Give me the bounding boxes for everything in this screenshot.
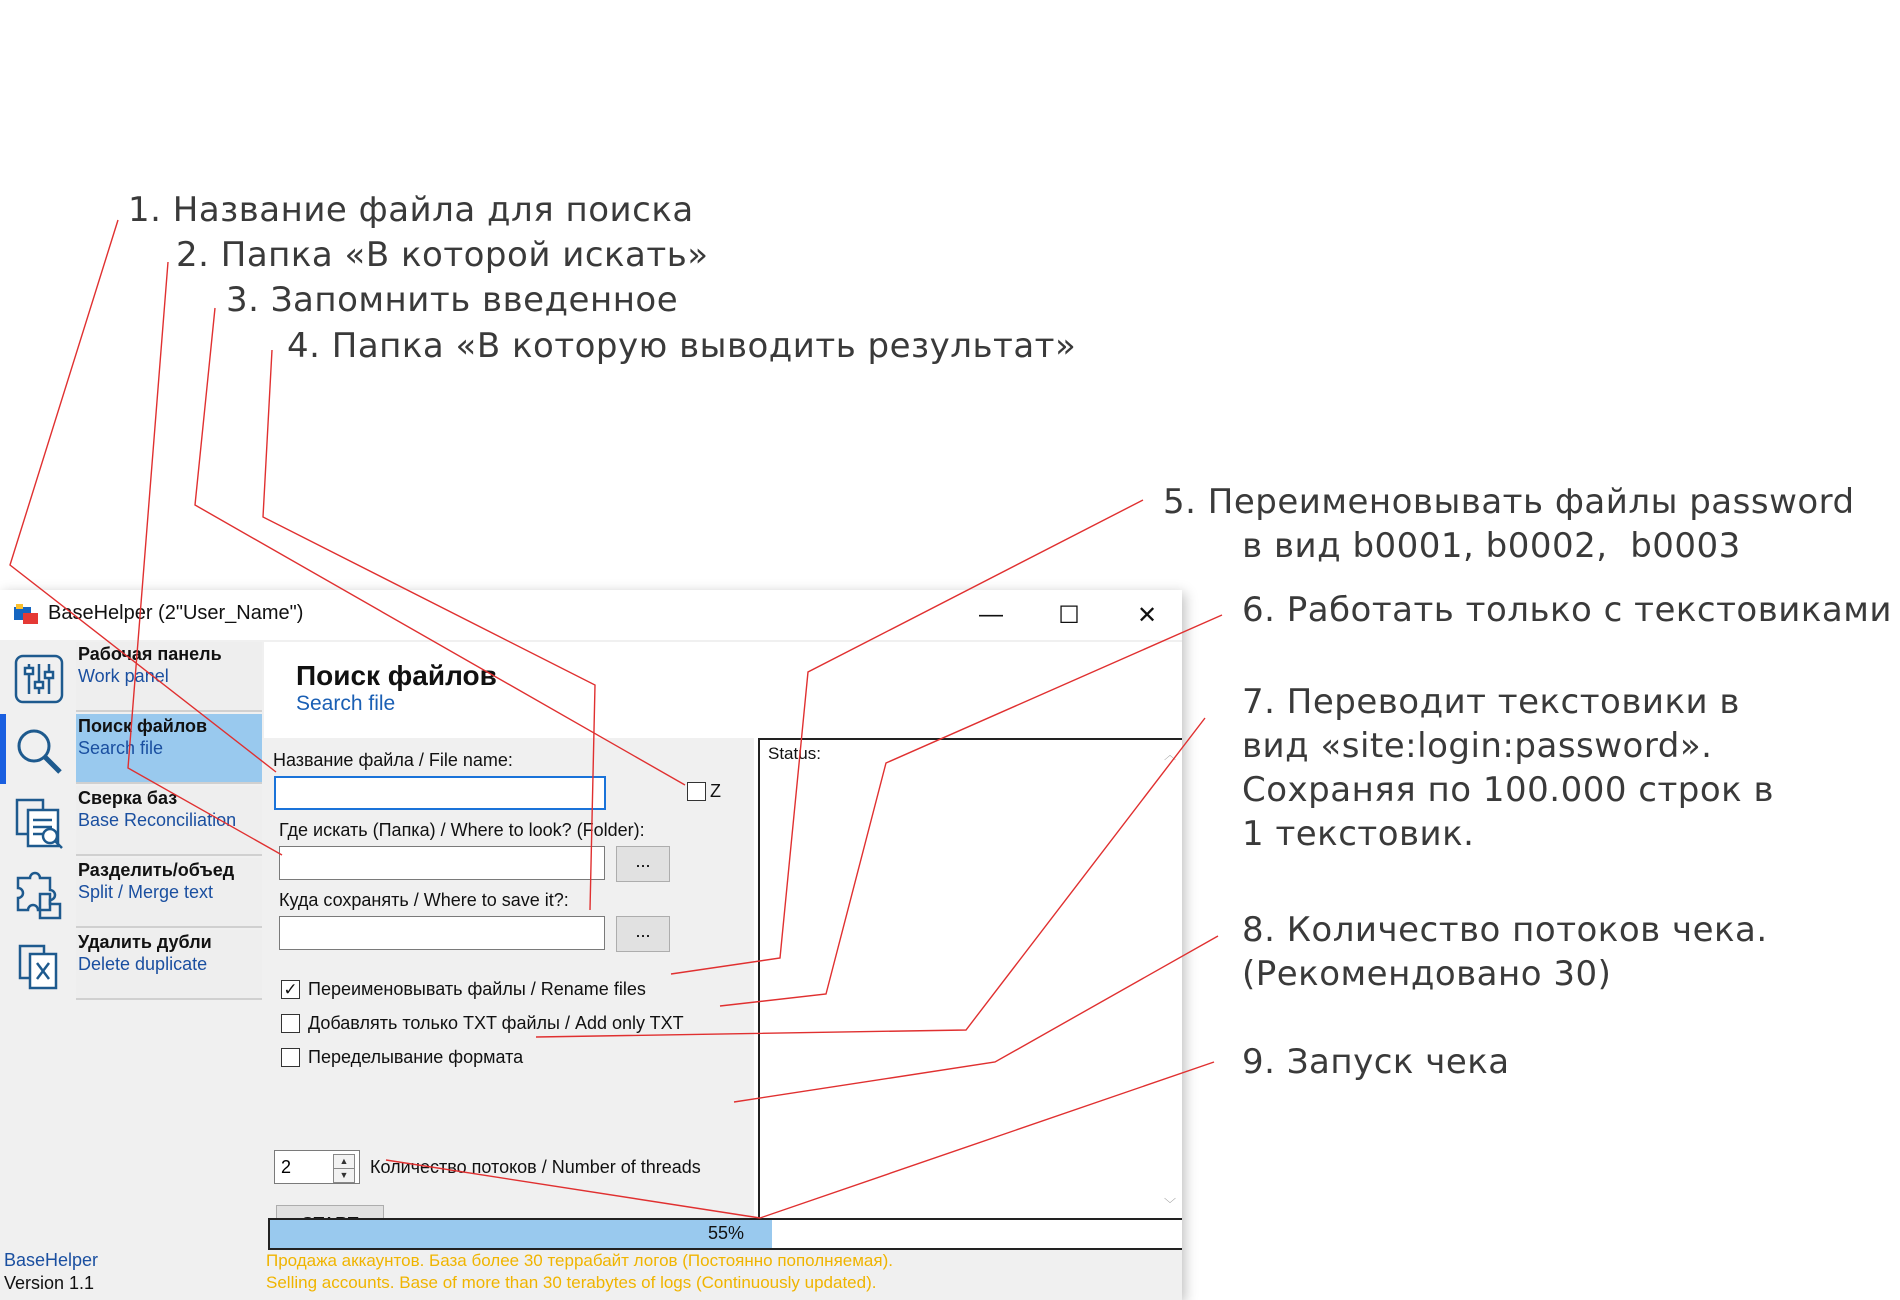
sidebar-item-work-panel[interactable] [0, 642, 262, 712]
window-title: BaseHelper (2"User_Name") [48, 602, 304, 624]
footer-line-en: Selling accounts. Base of more than 30 terabytes of logs (Continuously updated). [266, 1273, 877, 1292]
app-logo-icon [14, 604, 38, 624]
nav-card [76, 858, 262, 928]
sidebar-item-label: Сверка баз [78, 788, 178, 808]
scroll-down-icon[interactable]: ﹀ [1163, 1197, 1176, 1211]
nav-indicator [0, 714, 6, 784]
page-title: Поиск файлов [296, 660, 497, 691]
rename-label: Переименовывать файлы / Rename files [308, 979, 646, 999]
where-look-input[interactable] [279, 846, 605, 880]
stepper-up-icon[interactable]: ▲ [333, 1154, 355, 1169]
delete-file-icon [12, 940, 66, 994]
page-subtitle: Search file [296, 692, 396, 715]
sliders-icon [12, 652, 66, 706]
status-panel[interactable] [758, 738, 1182, 1220]
progress-bar [268, 1218, 1182, 1250]
sidebar-item-sublabel: Search file [78, 738, 164, 758]
threads-value: 2 [281, 1157, 292, 1177]
sidebar-item-split-merge[interactable] [0, 858, 262, 928]
close-button[interactable]: ✕ [1136, 601, 1158, 629]
maximize-button[interactable]: ☐ [1058, 601, 1080, 629]
annotation-7: 7. Переводит текстовики в вид «site:login:password». Сохраняя по 100.000 строк в 1 текстовик. [1242, 682, 1775, 854]
annotation-5: 5. Переименовывать файлы password в вид b0001, b0002, b0003 [1163, 482, 1855, 566]
threads-label: Количество потоков / Number of threads [370, 1157, 701, 1177]
sidebar [0, 642, 262, 1000]
scroll-up-icon[interactable]: ︿ [1163, 748, 1176, 762]
title-bar[interactable] [0, 590, 1182, 640]
app-version: Version 1.1 [4, 1273, 95, 1293]
where-save-input[interactable] [279, 916, 605, 950]
progress-text: 55% [707, 1223, 745, 1243]
app-brand: BaseHelper [4, 1250, 99, 1270]
remember-label: Z [710, 781, 721, 801]
rename-checkbox[interactable]: ✓ [281, 980, 300, 999]
search-form [264, 738, 754, 1242]
annotation-4: 4. Папка «В которую выводить результат» [287, 326, 1077, 366]
file-name-input[interactable] [274, 776, 606, 810]
sidebar-item-sublabel: Delete duplicate [78, 954, 208, 974]
sidebar-item-base-reconciliation[interactable] [0, 786, 262, 856]
annotation-6: 6. Работать только с текстовиками [1242, 590, 1892, 630]
where-look-browse-button[interactable]: ... [616, 846, 670, 882]
footer-line-ru: Продажа аккаунтов. База более 30 террабайт логов (Постоянно пополняемая). [266, 1251, 893, 1270]
reformat-label: Переделывание формата [308, 1047, 524, 1067]
reformat-checkbox[interactable] [281, 1048, 300, 1067]
nav-indicator [0, 642, 6, 712]
nav-card [76, 714, 262, 784]
puzzle-icon [12, 868, 66, 922]
annotation-2: 2. Папка «В которой искать» [176, 235, 709, 275]
annotation-1: 1. Название файла для поиска [128, 190, 694, 230]
search-icon [12, 724, 66, 778]
reconcile-icon [12, 796, 66, 850]
sidebar-item-sublabel: Base Reconciliation [78, 810, 237, 830]
where-look-label: Где искать (Папка) / Where to look? (Folder): [279, 820, 645, 840]
sidebar-item-sublabel: Split / Merge text [78, 882, 214, 902]
sidebar-item-sublabel: Work panel [78, 666, 169, 686]
sidebar-item-label: Рабочая панель [78, 644, 222, 664]
file-name-label: Название файла / File name: [273, 750, 513, 770]
status-label: Status: [768, 744, 821, 763]
nav-card [76, 786, 262, 856]
sidebar-item-label: Поиск файлов [78, 716, 208, 736]
annotation-3: 3. Запомнить введенное [226, 280, 679, 320]
nav-card [76, 642, 262, 712]
app-window [0, 590, 1182, 1300]
nav-indicator [0, 930, 6, 1000]
sidebar-item-label: Разделить/объед [78, 860, 235, 880]
sidebar-item-delete-duplicate[interactable] [0, 930, 262, 1000]
minimize-button[interactable]: — [979, 601, 1003, 628]
annotation-8: 8. Количество потоков чека. (Рекомендовано 30) [1242, 910, 1768, 994]
sidebar-item-search-file[interactable] [0, 714, 262, 784]
nav-indicator [0, 858, 6, 928]
where-save-label: Куда сохранять / Where to save it?: [279, 890, 569, 910]
where-save-browse-button[interactable]: ... [616, 916, 670, 952]
nav-card [76, 930, 262, 1000]
main-content [264, 642, 1182, 1242]
txt-only-checkbox[interactable] [281, 1014, 300, 1033]
remember-checkbox[interactable] [687, 782, 706, 801]
threads-stepper[interactable] [274, 1150, 360, 1184]
txt-only-label: Добавлять только TXT файлы / Add only TXT [308, 1013, 684, 1033]
sidebar-item-label: Удалить дубли [78, 932, 212, 952]
nav-indicator [0, 786, 6, 856]
stepper-down-icon[interactable]: ▼ [333, 1168, 355, 1183]
annotation-9: 9. Запуск чека [1242, 1042, 1510, 1082]
